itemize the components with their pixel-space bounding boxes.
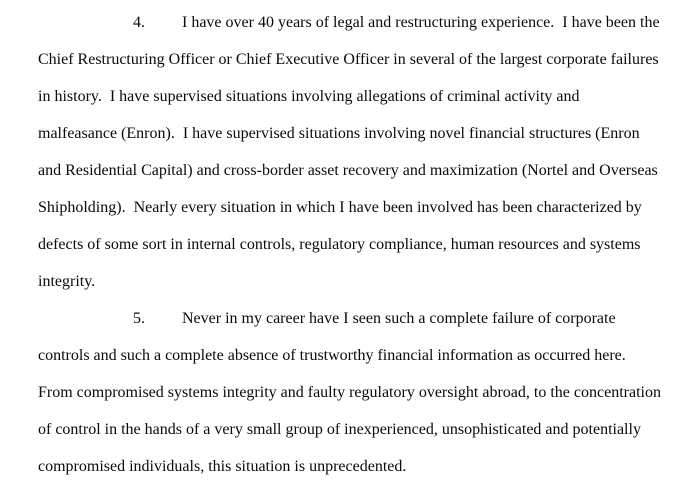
- paragraph-number: 4.: [133, 14, 145, 31]
- paragraph-number: 5.: [133, 310, 145, 327]
- document-line: [38, 263, 669, 300]
- line-text: Shipholding). Nearly every situation in which I have been involved has been characterized by: [38, 199, 642, 216]
- line-text: Chief Restructuring Officer or Chief Executive Officer in several of the largest corporate failures: [38, 51, 659, 68]
- line-text: From compromised systems integrity and faulty regulatory oversight abroad, to the concentration: [38, 384, 661, 401]
- document-line: [38, 411, 669, 448]
- line-text: defects of some sort in internal controls, regulatory compliance, human resources and systems: [38, 236, 641, 253]
- document-line: [38, 374, 669, 411]
- line-text: Never in my career have I seen such a complete failure of corporate: [182, 310, 616, 327]
- line-text: of control in the hands of a very small group of inexperienced, unsophisticated and potentially: [38, 421, 641, 438]
- document-line: [38, 152, 669, 189]
- line-text: I have over 40 years of legal and restructuring experience. I have been the: [182, 14, 660, 31]
- line-text: in history. I have supervised situations involving allegations of criminal activity and: [38, 88, 580, 105]
- line-text: controls and such a complete absence of trustworthy financial information as occurred here.: [38, 347, 626, 364]
- document-line: [38, 115, 669, 152]
- line-text: and Residential Capital) and cross-border asset recovery and maximization (Nortel and Overseas: [38, 162, 658, 179]
- document-line: [38, 189, 669, 226]
- document-line: [38, 448, 669, 485]
- line-text: integrity.: [38, 273, 96, 290]
- document-line: [38, 78, 669, 115]
- document-line: [38, 337, 669, 374]
- line-text: compromised individuals, this situation is unprecedented.: [38, 458, 407, 475]
- document-line: [38, 4, 669, 41]
- line-text: malfeasance (Enron). I have supervised situations involving novel financial structures (Enron: [38, 125, 640, 142]
- document-line: [38, 300, 669, 337]
- document-line: [38, 226, 669, 263]
- document-line: [38, 41, 669, 78]
